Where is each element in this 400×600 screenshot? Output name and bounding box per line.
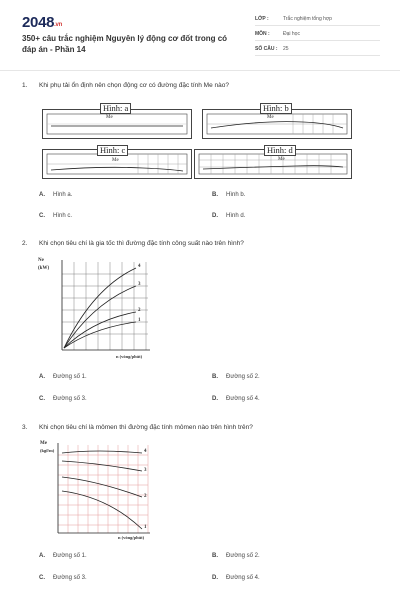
site-logo[interactable]	[22, 14, 62, 31]
option-text: Đường số 1.	[53, 374, 87, 380]
meta-value: Đại học	[283, 31, 300, 37]
curve-label: 1	[144, 525, 147, 530]
panel-title: Hình: a	[100, 103, 131, 114]
meta-value: 25	[283, 46, 289, 52]
option-c[interactable]	[39, 396, 87, 402]
x-axis-label: n (vòng/phút)	[118, 535, 145, 540]
curve-label: 4	[138, 264, 141, 269]
question-text: Khi chọn tiêu chí là gia tốc thì đường đặc tính công suất nào trên hình?	[39, 240, 244, 247]
header-divider	[0, 70, 400, 71]
option-letter: D.	[212, 575, 218, 581]
curve-label: 4	[144, 449, 147, 454]
logo-suffix: .vn	[54, 22, 62, 28]
option-text: Đường số 1.	[53, 553, 87, 559]
option-letter: A.	[39, 374, 45, 380]
curve-label: 1	[138, 318, 141, 323]
x-axis-label: n (vòng/phút)	[116, 354, 143, 359]
option-text: Đường số 4.	[226, 575, 260, 581]
y-axis-unit: (kgf/m)	[40, 448, 55, 453]
option-letter: D.	[212, 213, 218, 219]
curve-label: 2	[144, 494, 147, 499]
option-letter: C.	[39, 213, 45, 219]
curve-label: 3	[144, 468, 147, 473]
meta-label: SỐ CÂU :	[255, 46, 278, 52]
option-letter: A.	[39, 192, 45, 198]
question-text: Khi chọn tiêu chí là mômen thì đường đặc tính mômen nào trên hình trên?	[39, 424, 253, 431]
option-d[interactable]	[212, 575, 260, 581]
option-text: Hình b.	[226, 192, 246, 198]
option-a[interactable]	[39, 192, 72, 198]
option-text: Đường số 3.	[53, 575, 87, 581]
y-axis-unit: (kW)	[38, 266, 50, 271]
option-c[interactable]	[39, 213, 72, 219]
option-b[interactable]	[212, 374, 260, 380]
logo-text: 2048	[22, 14, 55, 31]
meta-subject-row	[255, 29, 380, 41]
question-1-figure	[42, 103, 360, 183]
panel-title: Hình: b	[260, 103, 292, 114]
question-2	[22, 240, 382, 250]
curve-label: 2	[138, 308, 141, 313]
option-letter: B.	[212, 553, 218, 559]
curve-label: Me	[106, 115, 113, 120]
y-axis-label: Ne	[38, 258, 44, 263]
option-letter: C.	[39, 396, 45, 402]
option-letter: B.	[212, 192, 218, 198]
option-text: Đường số 4.	[226, 396, 260, 402]
option-letter: A.	[39, 553, 45, 559]
meta-label: LỚP :	[255, 16, 269, 22]
question-number: 1.	[22, 82, 28, 89]
panel-title: Hình: c	[97, 145, 128, 156]
option-b[interactable]	[212, 192, 245, 198]
question-2-figure	[38, 258, 158, 364]
option-a[interactable]	[39, 374, 87, 380]
option-text: Hình c.	[53, 213, 73, 219]
option-a[interactable]	[39, 553, 87, 559]
option-d[interactable]	[212, 213, 245, 219]
option-text: Hình a.	[53, 192, 73, 198]
option-d[interactable]	[212, 396, 260, 402]
option-text: Đường số 3.	[53, 396, 87, 402]
option-letter: B.	[212, 374, 218, 380]
option-b[interactable]	[212, 553, 260, 559]
option-letter: D.	[212, 396, 218, 402]
curve-label: Me	[267, 115, 274, 120]
curve-label: Me	[278, 157, 285, 162]
y-axis-label: Me	[40, 441, 47, 446]
question-number: 3.	[22, 424, 28, 431]
question-number: 2.	[22, 240, 28, 247]
meta-value: Trắc nghiệm tổng hợp	[283, 16, 332, 22]
option-text: Hình d.	[226, 213, 246, 219]
meta-count-row	[255, 44, 380, 56]
question-3	[22, 424, 382, 434]
curve-label: Me	[112, 158, 119, 163]
question-3-figure	[38, 441, 158, 543]
option-c[interactable]	[39, 575, 87, 581]
question-text: Khi phụ tải ổn định nên chọn động cơ có đường đặc tính Me nào?	[39, 82, 229, 89]
option-letter: C.	[39, 575, 45, 581]
question-1	[22, 82, 382, 92]
meta-label: MÔN :	[255, 31, 270, 37]
curve-label: 3	[138, 282, 141, 287]
meta-class-row	[255, 14, 380, 26]
option-text: Đường số 2.	[226, 374, 260, 380]
option-text: Đường số 2.	[226, 553, 260, 559]
page-title: 350+ câu trắc nghiệm Nguyên lý động cơ đốt trong có đáp án - Phần 14	[22, 34, 228, 54]
panel-title: Hình: d	[264, 145, 296, 156]
